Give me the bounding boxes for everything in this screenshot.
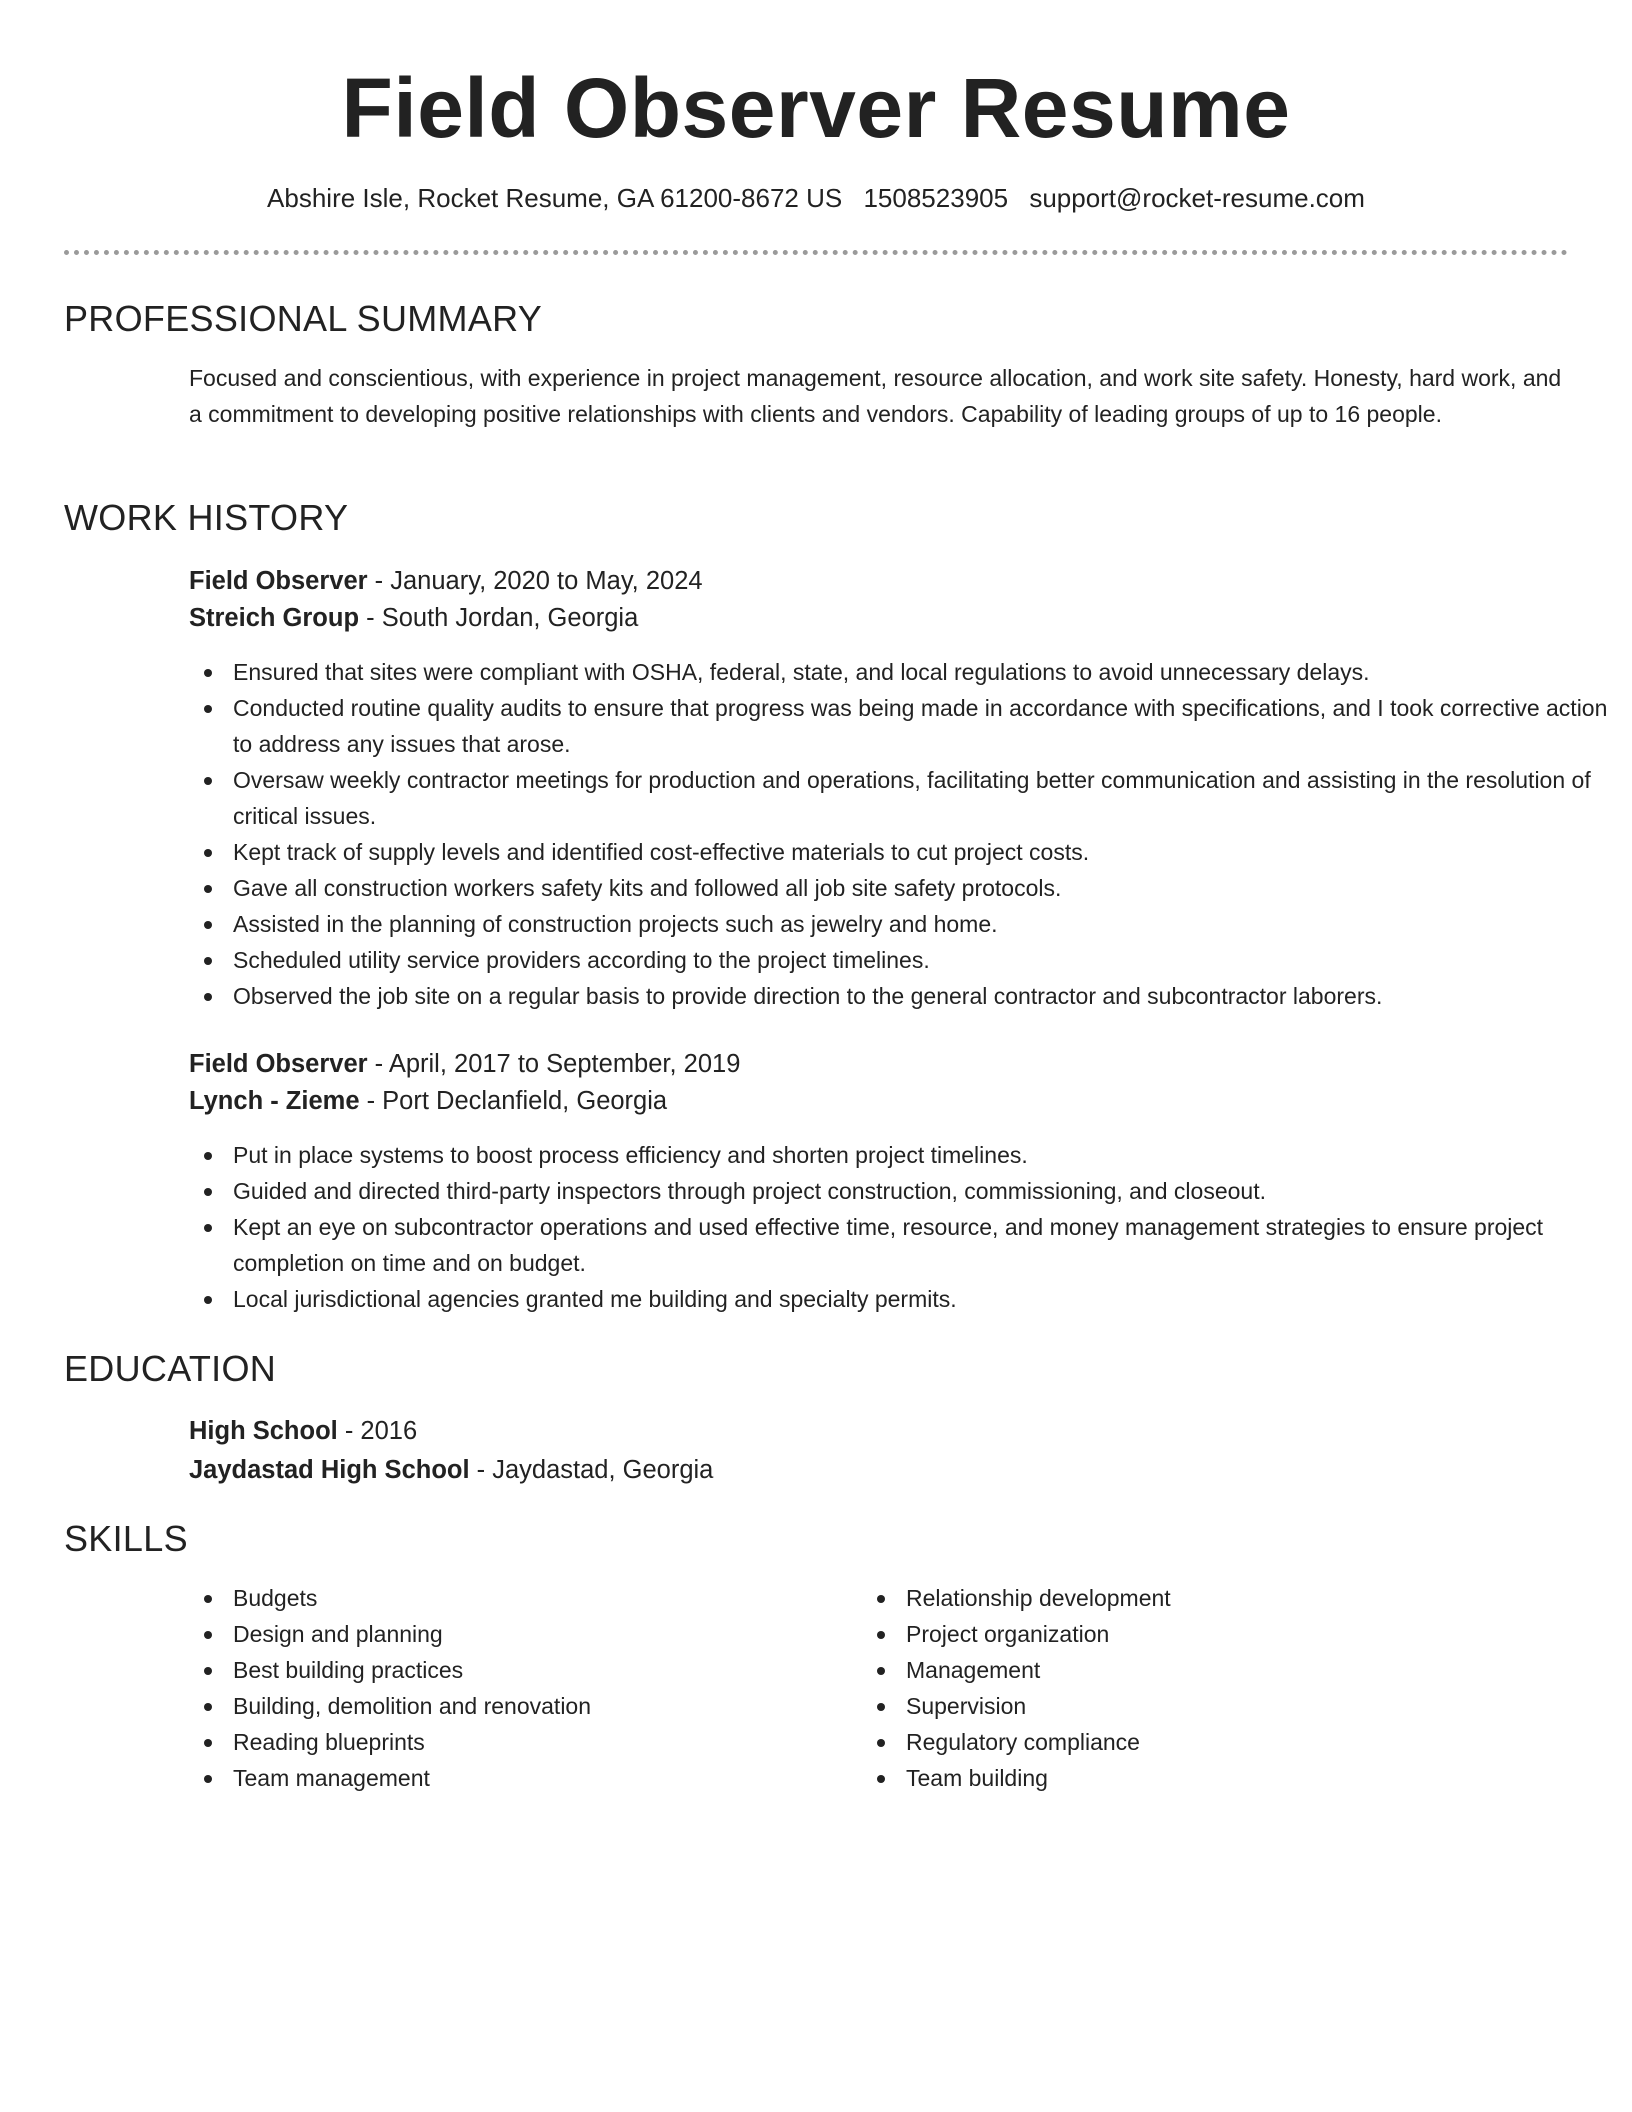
- list-item: Relationship development: [906, 1580, 1606, 1616]
- list-item: Management: [906, 1652, 1606, 1688]
- job-1-dates: - January, 2020 to May, 2024: [367, 567, 703, 595]
- job-1-bullets: [189, 654, 1613, 1014]
- list-item: Building, demolition and renovation: [233, 1688, 833, 1724]
- list-item: Budgets: [233, 1580, 833, 1616]
- education-year: - 2016: [337, 1417, 418, 1445]
- contact-phone: 1508523905: [863, 183, 1009, 213]
- contact-line: [0, 180, 1632, 216]
- contact-email: support@rocket-resume.com: [1029, 183, 1365, 213]
- list-item: Reading blueprints: [233, 1724, 833, 1760]
- education-school-line: [189, 1452, 1569, 1488]
- job-2-location: - Port Declanfield, Georgia: [359, 1087, 668, 1115]
- list-item: Regulatory compliance: [906, 1724, 1606, 1760]
- list-item: Assisted in the planning of construction projects such as jewelry and home.: [233, 906, 1613, 942]
- list-item: Gave all construction workers safety kits and followed all job site safety protocols.: [233, 870, 1613, 906]
- list-item: Design and planning: [233, 1616, 833, 1652]
- job-1-company: Streich Group: [189, 604, 360, 632]
- section-title-work-history: WORK HISTORY: [64, 497, 349, 538]
- job-2-title-line: [189, 1046, 1569, 1082]
- list-item: Ensured that sites were compliant with OSHA, federal, state, and local regulations to avoid unnecessary delays.: [233, 654, 1613, 690]
- list-item: Team building: [906, 1760, 1606, 1796]
- job-2-company-line: [189, 1083, 1569, 1119]
- job-2-title: Field Observer: [189, 1050, 368, 1078]
- skills-list-right: [862, 1580, 1606, 1796]
- section-title-education: EDUCATION: [64, 1348, 277, 1389]
- list-item: Best building practices: [233, 1652, 833, 1688]
- header-divider: [64, 250, 1568, 255]
- list-item: Project organization: [906, 1616, 1606, 1652]
- list-item: Put in place systems to boost process efficiency and shorten project timelines.: [233, 1137, 1613, 1173]
- section-title-summary: PROFESSIONAL SUMMARY: [64, 298, 543, 339]
- education-degree: High School: [189, 1417, 338, 1445]
- section-title-skills: SKILLS: [64, 1518, 188, 1559]
- job-2-bullets: [189, 1137, 1613, 1317]
- list-item: Kept track of supply levels and identified cost-effective materials to cut project costs.: [233, 834, 1613, 870]
- list-item: Oversaw weekly contractor meetings for production and operations, facilitating better communication and assisting in the resolution of critical issues.: [233, 762, 1613, 834]
- job-1-location: - South Jordan, Georgia: [359, 604, 639, 632]
- contact-address: Abshire Isle, Rocket Resume, GA 61200-8672 US: [267, 183, 843, 213]
- list-item: Team management: [233, 1760, 833, 1796]
- resume-title: Field Observer Resume: [341, 61, 1291, 155]
- job-2-dates: - April, 2017 to September, 2019: [367, 1050, 741, 1078]
- job-1-company-line: [189, 600, 1569, 636]
- list-item: Conducted routine quality audits to ensure that progress was being made in accordance with specifications, and I took corrective action to address any issues that arose.: [233, 690, 1613, 762]
- job-1-title-line: [189, 563, 1569, 599]
- job-1-title: Field Observer: [189, 567, 368, 595]
- job-2-company: Lynch - Zieme: [189, 1087, 360, 1115]
- list-item: Local jurisdictional agencies granted me building and specialty permits.: [233, 1281, 1613, 1317]
- education-location: - Jaydastad, Georgia: [469, 1456, 714, 1484]
- list-item: Supervision: [906, 1688, 1606, 1724]
- skills-list-left: [189, 1580, 833, 1796]
- list-item: Guided and directed third-party inspectors through project construction, commissioning, and closeout.: [233, 1173, 1613, 1209]
- list-item: Scheduled utility service providers according to the project timelines.: [233, 942, 1613, 978]
- list-item: Kept an eye on subcontractor operations and used effective time, resource, and money management strategies to ensure project completion on time and on budget.: [233, 1209, 1613, 1281]
- education-school: Jaydastad High School: [189, 1456, 470, 1484]
- list-item: Observed the job site on a regular basis to provide direction to the general contractor and subcontractor laborers.: [233, 978, 1613, 1014]
- summary-text: Focused and conscientious, with experience in project management, resource allocation, and work site safety. Honesty, hard work, and a commitment to developing positive relationships with clients and vendors. Capability of leading groups of up to 16 people.: [189, 365, 1562, 427]
- education-degree-line: [189, 1413, 1569, 1449]
